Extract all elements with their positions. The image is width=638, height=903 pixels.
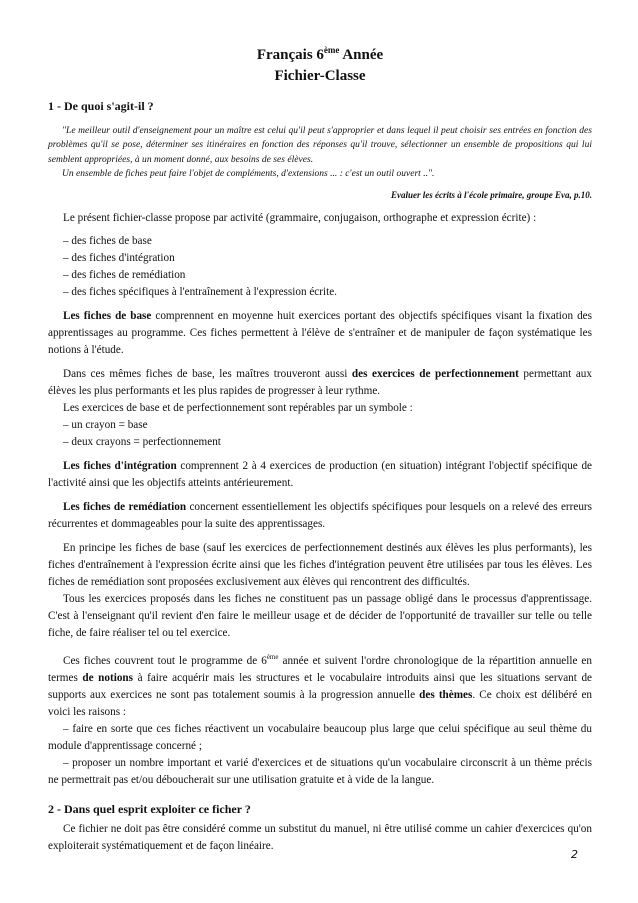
paragraph-principe: En principe les fiches de base (sauf les exercices de perfectionnement destinés aux élèves les plus performants), les fiches d'entraînement à l'expression écrite ainsi que les fiches d'intégration peuvent être utilisées par tous les élèves. Les fiches de remédiation sont proposées exclusivement aux élèves qui rencontrent des difficultés. [48, 541, 592, 588]
paragraph-remediation [48, 499, 592, 533]
title-text-end: Année [339, 47, 384, 63]
quote-paragraph-1: "Le meilleur outil d'enseignement pour un maître est celui qu'il peut s'approprier et dans lequel il peut choisir ses entrées en fonction des problèmes qu'il se pose, déterminer ses itinéraires en fonction des réponses qu'il trouve, sélectionner un ensemble de propositions qui lui semblent appropriées, à un moment donné, aux besoins de ses élèves. [48, 126, 592, 165]
page-number: 2 [571, 848, 578, 861]
paragraph-text: à faire acquérir mais les structures et le vocabulaire introduits ainsi que les situations servant de supports aux exercices ne sont pas totalement soumis à la progression annuelle [48, 671, 593, 701]
fiche-types-list [48, 233, 592, 301]
bold-term: des thèmes [419, 688, 473, 701]
paragraph-base [48, 308, 592, 359]
title-line-1 [48, 40, 592, 66]
quote-source: Evaluer les écrits à l'école primaire, groupe Eva, p.10. [391, 189, 592, 200]
section-1-heading: 1 - De quoi s'agit-il ? [48, 99, 154, 113]
reason-item: – faire en sorte que ces fiches réactivent un vocabulaire beaucoup plus large que celui spécifique au seul thème du module d'apprentissage concerné ; [48, 722, 592, 752]
list-item: – des fiches de base [63, 234, 152, 247]
reason-item: – proposer un nombre important et varié d'exercices et de situations qu'un vocabulaire circonscrit à un thème précis ne permettrait pas et/ou déboucherait sur une utilisation gratuite et à vide de la langue. [48, 756, 592, 786]
section-2-heading: 2 - Dans quel esprit exploiter ce ficher ? [48, 801, 251, 816]
list-item: – des fiches spécifiques à l'entraînement à l'expression écrite. [63, 285, 337, 298]
paragraph-text: comprennent 2 à 4 exercices de production (en situation) intégrant l'objectif spécifique de l'activité ainsi que les objectifs atteints antérieurement. [48, 459, 593, 489]
quote-paragraph-2: Un ensemble de fiches peut faire l'objet de compléments, d'extensions ... : c'est un outil ouvert ..". [62, 169, 435, 180]
epigraph-quote [48, 124, 592, 182]
document-page [48, 40, 592, 855]
section-2-body [48, 821, 592, 855]
paragraph-tous: Tous les exercices proposés dans les fiches ne constituent pas un passage obligé dans le processus d'apprentissage. C'est à l'enseignant qu'il revient d'en faire le meilleur usage et de décider de l'opportunité de travailler sur telle ou telle fiche, de faire réaliser tel ou tel exercice. [48, 592, 592, 639]
paragraph-couvrent [48, 649, 592, 721]
paragraph-symbol: Les exercices de base et de perfectionnement sont repérables par un symbole : [63, 401, 413, 414]
bold-term: Les fiches de base [63, 309, 152, 322]
title-line-2: Fichier-Classe [274, 68, 366, 84]
bold-term: Les fiches d'intégration [63, 459, 177, 472]
title-superscript: ème [323, 45, 340, 55]
document-title [48, 40, 592, 87]
paragraph-text: . Ce choix est délibéré en voici les raisons : [48, 688, 593, 718]
bold-term: Les fiches de remédiation [63, 500, 187, 513]
intro-paragraph: Le présent fichier-classe propose par activité (grammaire, conjugaison, orthographe et expression écrite) : [63, 211, 537, 224]
paragraph-text: année et suivent l'ordre chronologique de la répartition annuelle en termes [48, 654, 592, 684]
bold-term: des exercices de perfectionnement [351, 367, 519, 380]
superscript: ème [266, 652, 279, 661]
list-item: – des fiches de remédiation [63, 268, 186, 281]
paragraph-text: Ces fiches couvrent tout le programme de 6 [63, 654, 267, 667]
paragraph-text: Dans ces mêmes fiches de base, les maîtres trouveront aussi [63, 367, 352, 380]
list-item: – un crayon = base [63, 418, 148, 431]
bold-term: de notions [82, 671, 133, 684]
paragraph-text: concernent essentiellement les objectifs spécifiques pour lesquels on a relevé des erreurs récurrentes et dommageables pour la suite des apprentissages. [48, 500, 592, 530]
list-item: – des fiches d'intégration [63, 251, 175, 264]
title-text: Français 6 [256, 47, 324, 63]
paragraph-text: permettant aux élèves les plus performants et les plus rapides de progresser à leur rythme. [48, 367, 592, 397]
paragraph-integration [48, 458, 592, 492]
symbol-list [48, 417, 592, 451]
section-2-paragraph: Ce fichier ne doit pas être considéré comme un substitut du manuel, ni être utilisé comme un cahier d'exercices qu'on exploiterait systématiquement et de façon linéaire. [48, 822, 592, 852]
paragraph-text: comprennent en moyenne huit exercices portant des objectifs spécifiques visant la fixation des apprentissages au programme. Ces fiches permettent à l'élève de s'entraîner et de manipuler de façon systématique les notions à l'étude. [48, 309, 592, 356]
section-1-body [48, 210, 592, 789]
list-item: – deux crayons = perfectionnement [63, 435, 221, 448]
paragraph-perfectionnement [48, 366, 592, 400]
